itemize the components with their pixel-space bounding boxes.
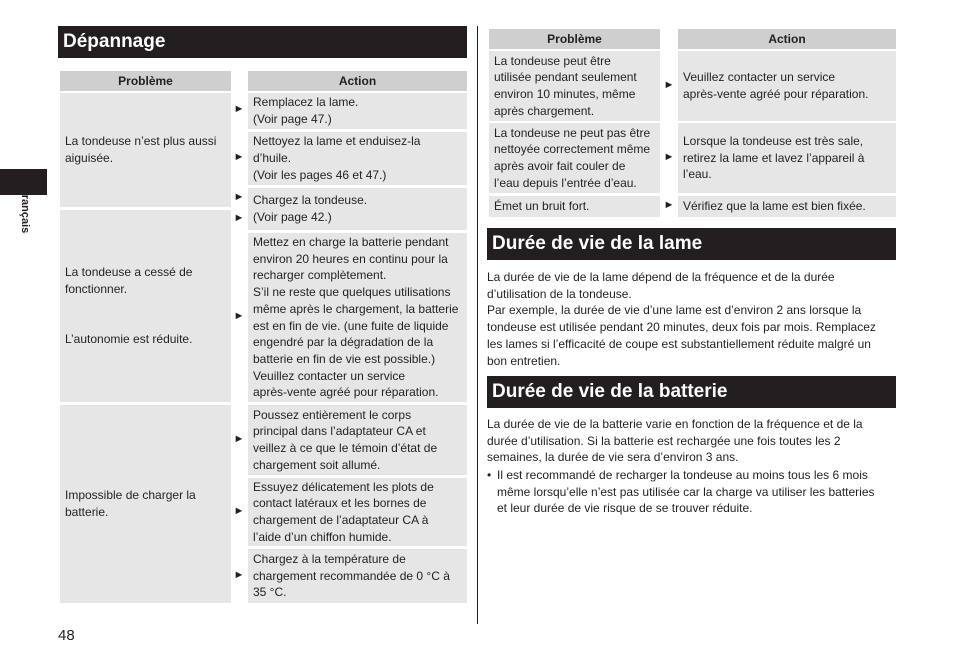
battery-lifespan-text: La durée de vie de la batterie varie en fonction de la fréquence et de la durée d’utilisation. Si la batterie est rechargée une fois toutes les 2 semaines, la durée de vie sera d’environ 3 ans.	[487, 417, 863, 465]
arrow-icon: ►	[663, 79, 675, 91]
action-cell	[248, 478, 467, 546]
action-text: Chargez à la température de chargement recommandée de 0 °C à 35 °C.	[253, 551, 450, 600]
problem-cell-cannot-clean	[489, 123, 660, 193]
action-text: Remplacez la lame. (Voir page 47.)	[253, 95, 359, 126]
arrow-icon: ►	[233, 191, 245, 203]
right-header-action: Action	[678, 29, 896, 49]
battery-bullet	[487, 467, 897, 519]
battery-bullet-text: Il est recommandé de recharger la tondeuse au moins tous les 6 mois même lorsqu’elle n’est pas utilisée car la charge va utiliser les batteries et leur durée de vie risque de se trouver réduite.	[497, 468, 875, 516]
right-header-problem: Problème	[489, 29, 660, 49]
action-text: Poussez entièrement le corps principal dans l’adaptateur CA et veillez à ce que le témoin d’état de chargement soit allumé.	[253, 407, 438, 472]
battery-lifespan-title: Durée de vie de la batterie	[487, 376, 896, 408]
action-cell	[248, 405, 467, 475]
action-cell	[678, 51, 896, 121]
bullet-icon: •	[487, 468, 492, 482]
action-text: Lorsque la tondeuse est très sale, retirez la lame et lavez l’appareil à l’eau.	[683, 133, 865, 182]
action-cell	[678, 196, 896, 217]
blade-lifespan-title: Durée de vie de la lame	[487, 228, 896, 260]
action-cell	[248, 233, 467, 402]
arrow-icon: ►	[233, 505, 245, 517]
troubleshooting-title: Dépannage	[58, 26, 467, 58]
arrow-icon: ►	[233, 310, 245, 322]
problem-text: La tondeuse a cessé de fonctionner. L’autonomie est réduite.	[65, 265, 193, 347]
page-number: 48	[58, 627, 75, 644]
action-cell	[248, 549, 467, 603]
action-text: Nettoyez la lame et enduisez-la d’huile. (Voir les pages 46 et 47.)	[253, 134, 421, 182]
problem-cell-short-runtime	[489, 51, 660, 121]
language-label-text: Français	[19, 188, 31, 234]
left-header-action: Action	[248, 71, 467, 91]
action-text: Veuillez contacter un service après-vente agréé pour réparation.	[683, 70, 869, 101]
action-cell	[248, 93, 467, 129]
action-text: Essuyez délicatement les plots de contact latéraux et les bornes de chargement de l’adaptateur CA à l’aide d’un chiffon humide.	[253, 479, 434, 544]
arrow-icon: ►	[233, 569, 245, 581]
action-cell	[678, 123, 896, 193]
problem-text: Émet un bruit fort.	[494, 199, 590, 214]
action-cell	[248, 132, 467, 185]
problem-cell-cannot-charge	[60, 405, 231, 603]
action-text: Chargez la tondeuse. (Voir page 42.)	[253, 193, 368, 224]
problem-text: La tondeuse peut être utilisée pendant seulement environ 10 minutes, même après chargement.	[494, 53, 637, 118]
arrow-icon: ►	[233, 212, 245, 224]
problem-text: La tondeuse ne peut pas être nettoyée correctement même après avoir fait couler de l’eau depuis l’entrée d’eau.	[494, 125, 651, 190]
problem-cell-dull-blade	[60, 93, 231, 207]
arrow-icon: ►	[233, 151, 245, 163]
action-text: Vérifiez que la lame est bien fixée.	[683, 199, 866, 214]
problem-cell-stopped-working	[60, 210, 231, 402]
problem-cell-noise	[489, 196, 660, 217]
left-header-problem: Problème	[60, 71, 231, 91]
action-text: Mettez en charge la batterie pendant environ 20 heures en continu pour la recharger complètement. S’il ne reste que quelques utilisations même après le chargement, la batterie est en fin de vie. (une fuite de liquide engendré par la dégradation de la batterie en fin de vie est possible.) Veuillez contacter un service après-vente agréé pour réparation.	[253, 234, 459, 400]
arrow-icon: ►	[233, 103, 245, 115]
column-divider	[477, 26, 478, 624]
arrow-icon: ►	[233, 433, 245, 445]
blade-lifespan-text: La durée de vie de la lame dépend de la fréquence et de la durée d’utilisation de la tondeuse. Par exemple, la durée de vie d’une lame est d’environ 2 ans lorsque la tondeuse est utilisée pendant 20 minutes, deux fois par mois. Remplacez les lames si l’efficacité de coupe est substantiellement réduite malgré un bon entretien.	[487, 270, 876, 368]
arrow-icon: ►	[663, 151, 675, 163]
arrow-icon: ►	[663, 199, 675, 211]
problem-text: La tondeuse n’est plus aussi aiguisée.	[65, 134, 217, 165]
action-cell	[248, 188, 467, 230]
problem-text: Impossible de charger la batterie.	[65, 488, 196, 519]
